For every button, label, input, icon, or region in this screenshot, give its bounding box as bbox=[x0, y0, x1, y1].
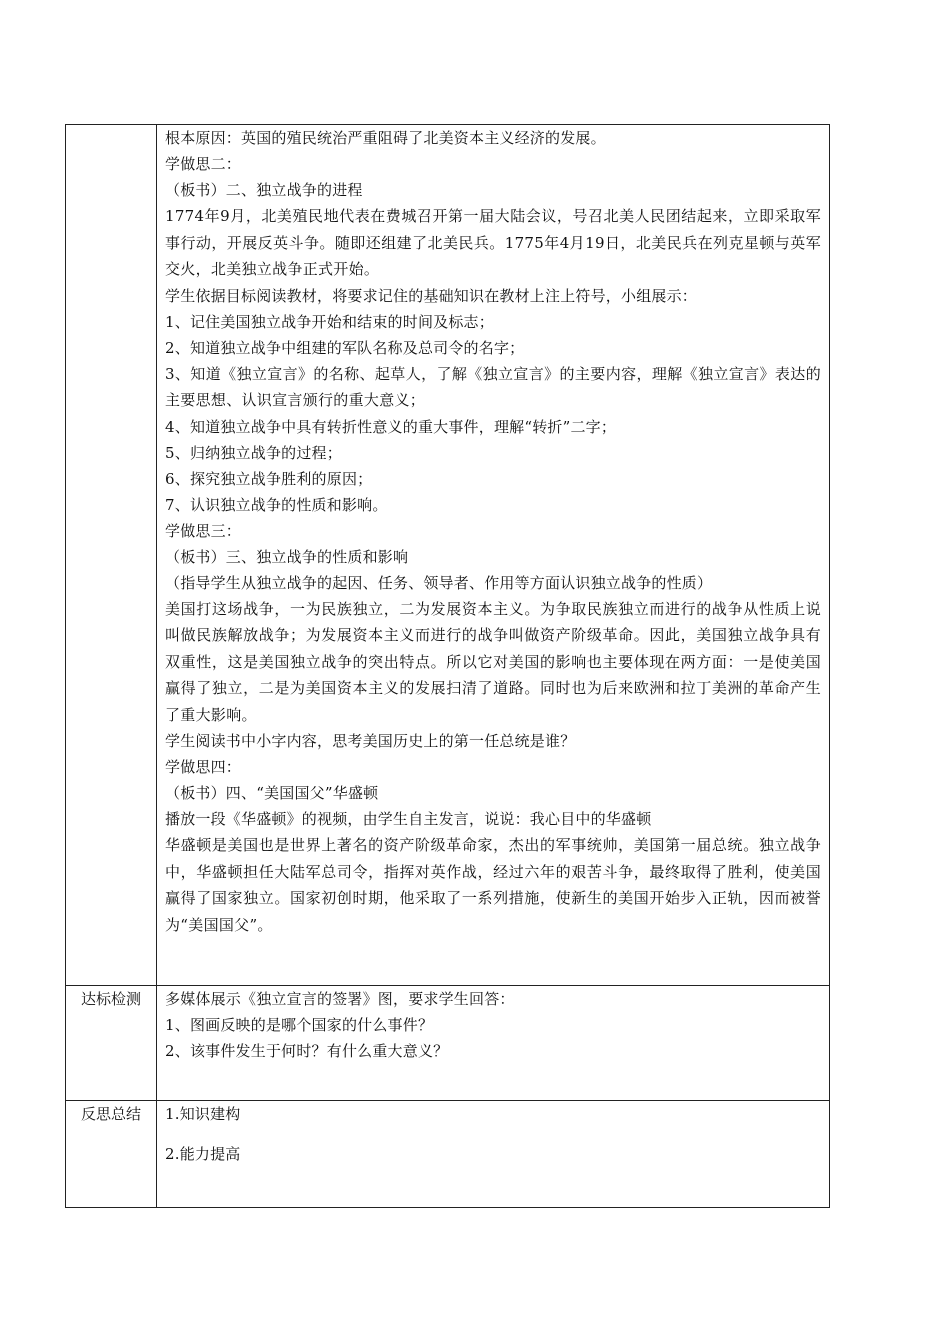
reading-instruction: 学生依据目标阅读教材，将要求记住的基础知识在教材上注上符号，小组展示： bbox=[165, 286, 698, 305]
section2-title: 学做思二： bbox=[165, 155, 242, 173]
task-item: 6、探究独立战争胜利的原因； bbox=[165, 469, 373, 488]
president-question: 学生阅读书中小字内容，思考美国历史上的第一任总统是谁？ bbox=[165, 732, 576, 750]
video-instruction: 播放一段《华盛顿》的视频，由学生自主发言，说说：我心目中的华盛顿 bbox=[165, 810, 652, 828]
reflect-gap bbox=[165, 1127, 821, 1141]
task-item: 7、认识独立战争的性质和影响。 bbox=[165, 495, 388, 514]
task-item: 5、归纳独立战争的过程； bbox=[165, 443, 342, 462]
section3-board: （板书）三、独立战争的性质和影响 bbox=[165, 547, 409, 566]
check-intro: 多媒体展示《独立宣言的签署》图，要求学生回答： bbox=[165, 990, 515, 1008]
lesson-plan-table bbox=[65, 124, 830, 1208]
reflect-content-cell bbox=[157, 1101, 830, 1208]
task-item: 1、记住美国独立战争开始和结束的时间及标志； bbox=[165, 312, 494, 331]
section4-title: 学做思四： bbox=[165, 758, 242, 776]
root-cause-line: 根本原因：英国的殖民统治严重阻碍了北美资本主义经济的发展。 bbox=[165, 129, 606, 147]
task-item: 4、知道独立战争中具有转折性意义的重大事件，理解“转折”二字； bbox=[165, 417, 617, 436]
table-row-reflect bbox=[66, 1101, 830, 1208]
reflect-label: 反思总结 bbox=[66, 1101, 157, 1208]
reflect-item-2: 2.能力提高 bbox=[165, 1145, 241, 1163]
check-label: 达标检测 bbox=[66, 986, 157, 1101]
task-item: 2、知道独立战争中组建的军队名称及总司令的名字； bbox=[165, 338, 525, 357]
check-content-cell bbox=[157, 986, 830, 1101]
war-start-paragraph: 1774年9月，北美殖民地代表在费城召开第一届大陆会议，号召北美人民团结起来，立即采取军事行动，开展反英斗争。随即还组建了北美民兵。1775年4月19日，北美民兵在列克星顿与英军交火，北美独立战争正式开始。 bbox=[165, 207, 821, 278]
check-question-2: 2、该事件发生于何时？有什么重大意义？ bbox=[165, 1042, 449, 1060]
check-question-1: 1、图画反映的是哪个国家的什么事件？ bbox=[165, 1016, 434, 1034]
section3-title: 学做思三： bbox=[165, 521, 242, 540]
main-content-cell bbox=[157, 125, 830, 986]
task-item: 3、知道《独立宣言》的名称、起草人，了解《独立宣言》的主要内容，理解《独立宣言》表达的主要思想、认识宣言颁行的重大意义； bbox=[165, 364, 821, 409]
reflect-item-1: 1.知识建构 bbox=[165, 1105, 241, 1123]
label-cell-empty bbox=[66, 125, 157, 986]
table-row-main bbox=[66, 125, 830, 986]
section4-board: （板书）四、“美国国父”华盛顿 bbox=[165, 784, 379, 802]
war-nature-paragraph: 美国打这场战争，一为民族独立，二为发展资本主义。为争取民族独立而进行的战争从性质上说叫做民族解放战争；为发展资本主义而进行的战争叫做资产阶级革命。因此，美国独立战争具有双重性，这是美国独立战争的突出特点。所以它对美国的影响也主要体现在两方面：一是使美国赢得了独立，二是为美国资本主义的发展扫清了道路。同时也为后来欧洲和拉丁美洲的革命产生了重大影响。 bbox=[165, 599, 821, 724]
washington-paragraph: 华盛顿是美国也是世界上著名的资产阶级革命家，杰出的军事统帅，美国第一届总统。独立战争中，华盛顿担任大陆军总司令，指挥对英作战，经过六年的艰苦斗争，最终取得了胜利，使美国赢得了国家独立。国家初创时期，他采取了一系列措施，使新生的美国开始步入正轨，因而被誉为“美国国父”。 bbox=[165, 836, 821, 934]
section3-guide: （指导学生从独立战争的起因、任务、领导者、作用等方面认识独立战争的性质） bbox=[165, 573, 713, 592]
table-row-check bbox=[66, 986, 830, 1101]
section2-board: （板书）二、独立战争的进程 bbox=[165, 181, 363, 199]
